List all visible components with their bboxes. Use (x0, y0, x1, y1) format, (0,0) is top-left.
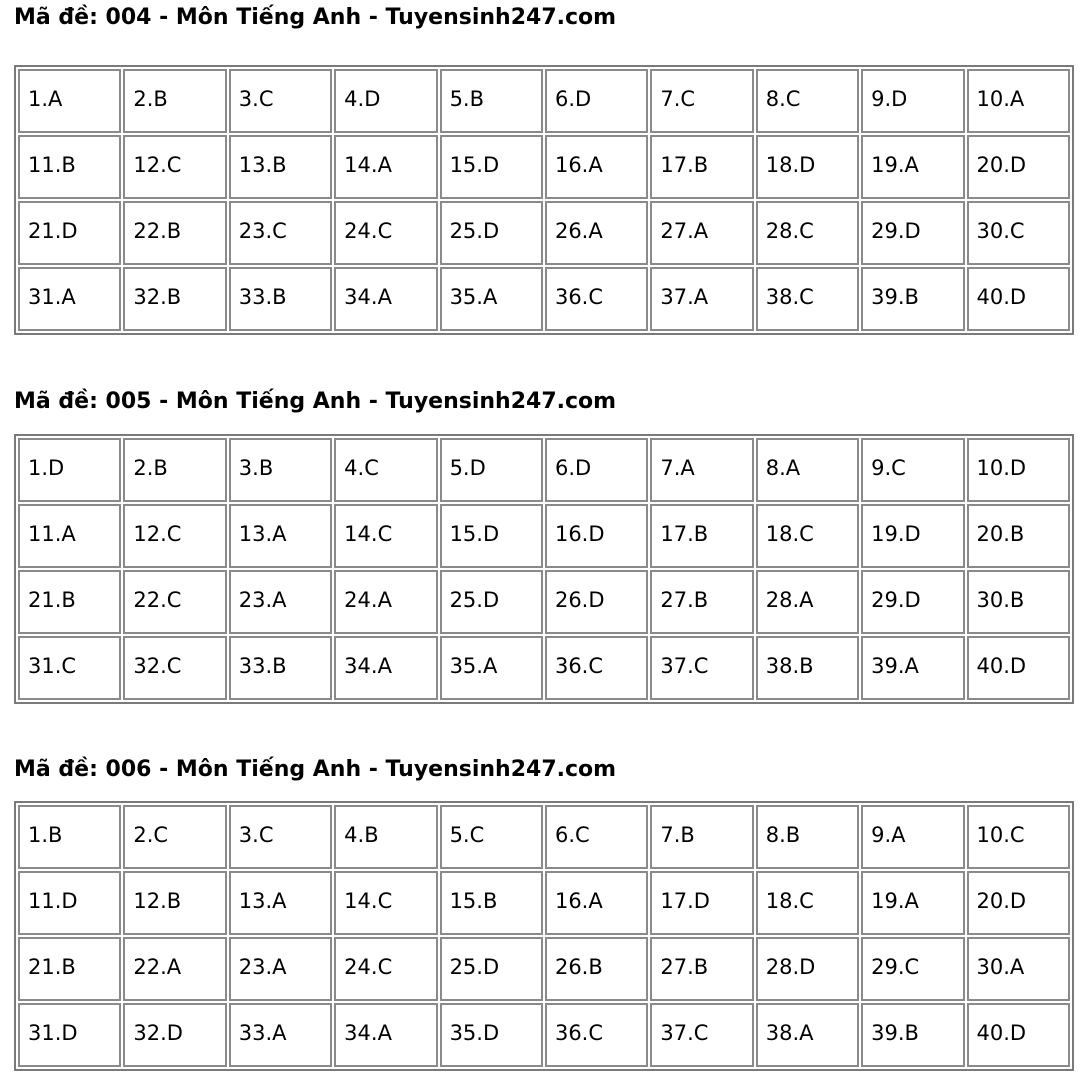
answer-cell: 14.C (334, 504, 437, 568)
answer-cell: 4.C (334, 438, 437, 502)
answer-cell: 35.D (440, 1003, 543, 1067)
answer-cell: 39.B (861, 1003, 964, 1067)
section-title-005: Mã đề: 005 - Môn Tiếng Anh - Tuyensinh247.com (14, 389, 617, 414)
answer-cell: 4.D (334, 69, 437, 133)
answer-cell: 33.A (229, 1003, 332, 1067)
answer-cell: 22.A (123, 937, 226, 1001)
answer-cell: 25.D (440, 201, 543, 265)
answer-cell: 23.C (229, 201, 332, 265)
answer-cell: 28.A (756, 570, 859, 634)
answer-cell: 30.B (967, 570, 1070, 634)
answer-cell: 26.D (545, 570, 648, 634)
answer-cell: 16.D (545, 504, 648, 568)
answer-cell: 37.C (650, 1003, 753, 1067)
answer-cell: 32.B (123, 267, 226, 331)
answer-cell: 23.A (229, 937, 332, 1001)
answer-cell: 38.A (756, 1003, 859, 1067)
answer-cell: 10.A (967, 69, 1070, 133)
table-row (18, 805, 1070, 869)
answer-cell: 16.A (545, 871, 648, 935)
answer-cell: 19.A (861, 135, 964, 199)
answer-cell: 9.C (861, 438, 964, 502)
answer-cell: 27.B (650, 937, 753, 1001)
answer-table-004 (14, 65, 1074, 335)
answer-cell: 25.D (440, 937, 543, 1001)
answer-cell: 4.B (334, 805, 437, 869)
answer-cell: 9.D (861, 69, 964, 133)
answer-cell: 37.C (650, 636, 753, 700)
answer-cell: 31.C (18, 636, 121, 700)
answer-cell: 13.B (229, 135, 332, 199)
section-title-004: Mã đề: 004 - Môn Tiếng Anh - Tuyensinh247.com (14, 5, 617, 30)
table-row (18, 937, 1070, 1001)
answer-cell: 28.C (756, 201, 859, 265)
answer-cell: 29.C (861, 937, 964, 1001)
answer-cell: 21.B (18, 937, 121, 1001)
answer-cell: 20.D (967, 135, 1070, 199)
answer-cell: 31.D (18, 1003, 121, 1067)
answer-cell: 8.B (756, 805, 859, 869)
answer-table-006 (14, 801, 1074, 1071)
answer-cell: 29.D (861, 570, 964, 634)
answer-cell: 10.C (967, 805, 1070, 869)
answer-cell: 17.B (650, 504, 753, 568)
table-row (18, 1003, 1070, 1067)
answer-cell: 11.A (18, 504, 121, 568)
answer-cell: 33.B (229, 636, 332, 700)
answer-cell: 20.D (967, 871, 1070, 935)
answer-cell: 5.C (440, 805, 543, 869)
answer-cell: 24.A (334, 570, 437, 634)
answer-cell: 36.C (545, 636, 648, 700)
answer-cell: 7.B (650, 805, 753, 869)
answer-cell: 14.A (334, 135, 437, 199)
answer-cell: 35.A (440, 267, 543, 331)
answer-cell: 22.B (123, 201, 226, 265)
answer-cell: 10.D (967, 438, 1070, 502)
answer-cell: 38.C (756, 267, 859, 331)
answer-cell: 40.D (967, 636, 1070, 700)
answer-cell: 30.A (967, 937, 1070, 1001)
answer-cell: 6.D (545, 69, 648, 133)
answer-cell: 15.D (440, 504, 543, 568)
table-row (18, 267, 1070, 331)
answer-cell: 6.C (545, 805, 648, 869)
answer-cell: 1.A (18, 69, 121, 133)
table-row (18, 438, 1070, 502)
answer-cell: 16.A (545, 135, 648, 199)
table-row (18, 871, 1070, 935)
answer-cell: 34.A (334, 636, 437, 700)
answer-cell: 36.C (545, 267, 648, 331)
answer-cell: 5.D (440, 438, 543, 502)
answer-cell: 32.D (123, 1003, 226, 1067)
answer-cell: 11.B (18, 135, 121, 199)
answer-cell: 23.A (229, 570, 332, 634)
answer-cell: 28.D (756, 937, 859, 1001)
answer-cell: 34.A (334, 267, 437, 331)
answer-cell: 30.C (967, 201, 1070, 265)
answer-cell: 2.B (123, 69, 226, 133)
answer-cell: 34.A (334, 1003, 437, 1067)
answer-cell: 40.D (967, 1003, 1070, 1067)
answer-cell: 24.C (334, 201, 437, 265)
answer-cell: 3.C (229, 805, 332, 869)
answer-cell: 38.B (756, 636, 859, 700)
answer-cell: 36.C (545, 1003, 648, 1067)
answer-cell: 2.C (123, 805, 226, 869)
answer-cell: 31.A (18, 267, 121, 331)
answer-cell: 12.C (123, 504, 226, 568)
answer-cell: 32.C (123, 636, 226, 700)
table-row (18, 69, 1070, 133)
answer-cell: 15.D (440, 135, 543, 199)
answer-cell: 18.C (756, 504, 859, 568)
answer-cell: 12.C (123, 135, 226, 199)
table-row (18, 201, 1070, 265)
answer-cell: 39.A (861, 636, 964, 700)
answer-cell: 1.B (18, 805, 121, 869)
answer-cell: 33.B (229, 267, 332, 331)
answer-cell: 19.A (861, 871, 964, 935)
answer-cell: 21.D (18, 201, 121, 265)
answer-cell: 29.D (861, 201, 964, 265)
answer-cell: 27.A (650, 201, 753, 265)
answer-cell: 17.D (650, 871, 753, 935)
answer-cell: 37.A (650, 267, 753, 331)
answer-cell: 22.C (123, 570, 226, 634)
answer-cell: 15.B (440, 871, 543, 935)
answer-table-005 (14, 434, 1074, 704)
answer-cell: 26.B (545, 937, 648, 1001)
answer-cell: 18.D (756, 135, 859, 199)
section-title-006: Mã đề: 006 - Môn Tiếng Anh - Tuyensinh247.com (14, 757, 617, 782)
answer-cell: 39.B (861, 267, 964, 331)
answer-cell: 25.D (440, 570, 543, 634)
answer-cell: 17.B (650, 135, 753, 199)
answer-cell: 27.B (650, 570, 753, 634)
answer-cell: 1.D (18, 438, 121, 502)
answer-cell: 40.D (967, 267, 1070, 331)
answer-cell: 14.C (334, 871, 437, 935)
answer-cell: 18.C (756, 871, 859, 935)
answer-cell: 2.B (123, 438, 226, 502)
answer-cell: 35.A (440, 636, 543, 700)
answer-cell: 19.D (861, 504, 964, 568)
answer-cell: 5.B (440, 69, 543, 133)
answer-cell: 8.A (756, 438, 859, 502)
table-row (18, 504, 1070, 568)
answer-cell: 26.A (545, 201, 648, 265)
answer-cell: 13.A (229, 504, 332, 568)
table-row (18, 135, 1070, 199)
answer-cell: 6.D (545, 438, 648, 502)
answer-cell: 12.B (123, 871, 226, 935)
answer-cell: 24.C (334, 937, 437, 1001)
table-row (18, 570, 1070, 634)
table-row (18, 636, 1070, 700)
answer-cell: 9.A (861, 805, 964, 869)
answer-cell: 7.C (650, 69, 753, 133)
answer-cell: 3.C (229, 69, 332, 133)
answer-cell: 8.C (756, 69, 859, 133)
answer-cell: 7.A (650, 438, 753, 502)
answer-cell: 11.D (18, 871, 121, 935)
answer-cell: 13.A (229, 871, 332, 935)
answer-cell: 20.B (967, 504, 1070, 568)
answer-cell: 3.B (229, 438, 332, 502)
answer-cell: 21.B (18, 570, 121, 634)
